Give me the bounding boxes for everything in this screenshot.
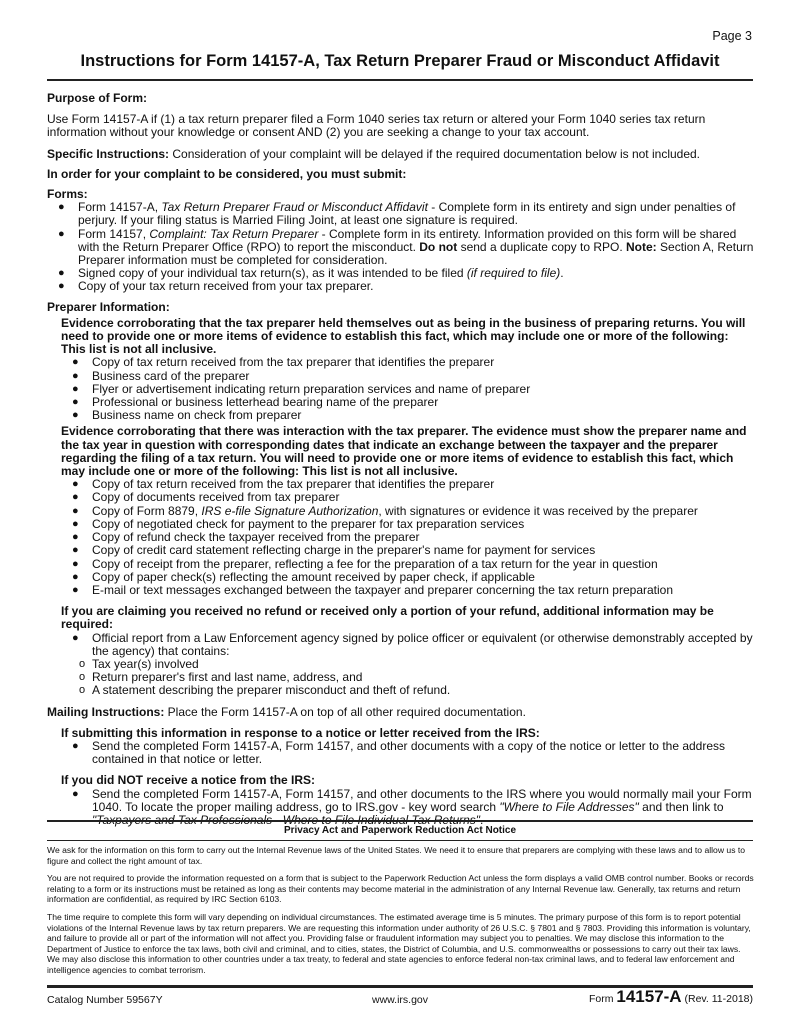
bullet-icon: ●: [72, 478, 79, 491]
paragraph: [47, 148, 754, 161]
text-run: Official report from a Law Enforcement agency signed by police officer or equivalent (or otherwise demonstrably accepted by the agency) that contains:: [92, 630, 753, 658]
bullet-icon: ●: [58, 201, 65, 214]
bullet-icon: ●: [72, 504, 79, 517]
bullet-icon: ●: [58, 280, 65, 293]
privacy-paragraph: You are not required to provide the information requested on a form that is subject to the Paperwork Reduction Act unless the form displays a valid OMB control number. Books or records relating to a form or its instructions must be retained as long as their contents may become material in the administration of any Internal Revenue law. Generally, tax returns and return information are confidential, as required by IRC Section 6103.: [47, 873, 754, 905]
text-run: Do not: [419, 239, 458, 254]
text-run: Send the completed Form 14157-A, Form 14157, and other documents to the IRS where you would normally mail your Form 1040. To locate the proper mailing address, go to IRS.gov - key word search: [92, 786, 752, 814]
text-run: A statement describing the preparer misconduct and theft of refund.: [92, 683, 451, 698]
bullet-icon: ●: [72, 739, 79, 752]
privacy-heading: Privacy Act and Paperwork Reduction Act Notice: [283, 825, 517, 836]
text-run: Return preparer's first and last name, address, and: [92, 670, 363, 685]
privacy-paragraph: The time require to complete this form will vary depending on individual circumstances. The estimated average time is 5 minutes. The primary purpose of this form is to report potential violations of the Internal Revenue laws by tax return preparers. We are requesting this information under authority of 26 U.S.C. § 7801 and § 7803. Providing this information is voluntary, and failure to provide all or part of the information will not affect you. Providing false or fraudulent information may subject you to penalties. We may disclose this information to the Department of Justice to enforce the tax laws, both civil and criminal, and to cities, states, the District of Columbia, and U.S. commonwealths or possessions to carry out their tax laws. We may also disclose this information to other countries under a tax treaty, to federal and state agencies to enforce federal non-tax criminal laws, and to federal law enforcement and intelligence agencies to combat terrorism.: [47, 911, 751, 975]
text-run: (if required to file): [466, 266, 561, 281]
bullet-icon: ●: [72, 583, 79, 596]
text-run: Send the completed Form 14157-A, Form 14157, and other documents with a copy of the notice or letter to the address contained in that notice or letter.: [92, 738, 726, 767]
bullet-icon: ●: [72, 396, 79, 409]
bullet-icon: ●: [72, 787, 79, 800]
section-heading: [47, 92, 754, 105]
bullet-icon: ●: [58, 267, 65, 280]
bullet-icon: ●: [72, 369, 79, 382]
list-item: [47, 584, 754, 597]
text-run: Evidence corroborating that the tax preparer held themselves out as being in the business of preparing returns. You will need to provide one or more items of evidence to establish this fact, which may include one or more of the following: This list is not all inclusive.: [61, 315, 746, 357]
text-run: Consideration of your complaint will be delayed if the required documentation below is not included.: [169, 146, 701, 161]
text-run: Copy of credit card statement reflecting charge in the preparer's name for payment for services: [92, 543, 596, 558]
section-heading: [47, 168, 754, 181]
text-run: Signed copy of your individual tax return(s), as it was intended to be filed: [78, 266, 467, 281]
text-run: Copy of refund check the taxpayer received from the preparer: [92, 530, 420, 545]
privacy-heading-divider: [47, 840, 753, 841]
paragraph: [47, 706, 754, 719]
page-number: Page 3: [712, 29, 752, 43]
list-item: [47, 740, 754, 766]
bullet-icon: ●: [72, 356, 79, 369]
text-run: Tax year(s) involved: [92, 656, 199, 671]
bullet-icon: ●: [72, 517, 79, 530]
text-run: Use Form 14157-A if (1) a tax return preparer filed a Form 1040 series tax return or altered your Form 1040 series tax return information without your knowledge or consent AND (2) you are seeking a change to your tax account.: [47, 112, 706, 140]
text-run: - Complete form in its entirety and sign under penalties of perjury. If your filing status is Married Filing Joint, at least one signature is required.: [78, 200, 736, 228]
text-run: In order for your complaint to be considered, you must submit:: [47, 166, 407, 181]
list-item: [47, 632, 754, 658]
bullet-icon: ●: [72, 557, 79, 570]
bullet-icon: ●: [72, 409, 79, 422]
text-run: If you did NOT receive a notice from the IRS:: [61, 773, 316, 788]
page-title: Instructions for Form 14157-A, Tax Return Preparer Fraud or Misconduct Affidavit: [80, 52, 720, 70]
text-run: Preparer Information:: [47, 299, 170, 314]
text-run: IRS e-file Signature Authorization: [201, 503, 379, 518]
text-run: and then link to: [638, 799, 724, 814]
text-run: Copy of your tax return received from your tax preparer.: [78, 279, 374, 294]
bullet-icon: ●: [72, 544, 79, 557]
privacy-notice: [47, 845, 755, 983]
bullet-icon: ●: [72, 531, 79, 544]
text-run: Form 14157-A,: [78, 200, 162, 215]
form-id: [589, 987, 753, 1007]
text-run: Copy of documents received from tax preparer: [92, 490, 340, 505]
text-run: Evidence corroborating that there was interaction with the tax preparer. The evidence must show the preparer name and the tax year in question with corresponding dates that indicate an exchange between the taxpayer and the preparer regarding the filing of a tax return. You will need to provide one or more items of evidence to establish this fact, which may include one or more of the following: This list is not all inclusive.: [61, 424, 747, 479]
bullet-icon: ●: [72, 382, 79, 395]
privacy-paragraph: We ask for the information on this form to carry out the Internal Revenue laws of the United States. We need it to ensure that preparers are complying with these laws and to allow us to figure and collect the right amount of tax.: [47, 845, 746, 866]
section-heading: [47, 301, 754, 314]
bullet-icon: ●: [72, 491, 79, 504]
paragraph: [47, 425, 754, 478]
text-run: Copy of receipt from the preparer, reflecting a fee for the preparation of a tax return for the year in question: [92, 556, 658, 571]
paragraph: [47, 605, 754, 631]
text-run: If you are claiming you received no refund or received only a portion of your refund, additional information may be required:: [61, 604, 714, 632]
text-run: send a duplicate copy to RPO.: [457, 239, 627, 254]
text-run: Copy of Form 8879,: [92, 503, 202, 518]
text-run: Copy of tax return received from the tax preparer that identifies the preparer: [92, 355, 495, 370]
text-run: Copy of paper check(s) reflecting the amount received by paper check, if applicable: [92, 569, 535, 584]
paragraph: [47, 317, 754, 357]
title-divider: [47, 79, 753, 81]
text-run: Flyer or advertisement indicating return preparation services and name of preparer: [92, 381, 531, 396]
paragraph: [47, 113, 754, 139]
bullet-icon: ●: [72, 570, 79, 583]
text-run: Section A, Return Preparer information must be completed for consideration.: [78, 239, 754, 268]
form-revision: (Rev. 11-2018): [684, 993, 753, 1005]
circle-bullet-icon: o: [79, 684, 86, 697]
text-run: Specific Instructions:: [47, 146, 170, 161]
text-run: Mailing Instructions:: [47, 704, 165, 719]
text-run: Place the Form 14157-A on top of all other required documentation.: [164, 704, 526, 719]
text-run: Professional or business letterhead bearing name of the preparer: [92, 395, 439, 410]
list-item: [47, 280, 754, 293]
circle-bullet-icon: o: [79, 657, 86, 670]
instructions-body: [47, 85, 754, 827]
text-run: , with signatures or evidence it was received by the preparer: [378, 503, 698, 518]
bullet-icon: ●: [58, 227, 65, 240]
text-run: Form 14157,: [78, 226, 150, 241]
text-run: Purpose of Form:: [47, 91, 148, 105]
text-run: .: [560, 266, 564, 281]
text-run: Business card of the preparer: [92, 368, 250, 383]
list-item: [47, 201, 754, 227]
text-run: Copy of tax return received from the tax preparer that identifies the preparer: [92, 477, 495, 492]
bullet-icon: ●: [72, 631, 79, 644]
text-run: "Where to File Addresses": [499, 799, 639, 814]
text-run: Business name on check from preparer: [92, 408, 302, 423]
privacy-top-divider: [47, 820, 753, 822]
catalog-number: Catalog Number 59567Y: [47, 994, 163, 1006]
form-number: 14157-A: [616, 987, 682, 1006]
text-run: - Complete form in its entirety. Information provided on this form will be shared with the Return Preparer Office (RPO) to report the misconduct.: [78, 226, 737, 254]
form-prefix: Form: [588, 993, 614, 1005]
text-run: Copy of negotiated check for payment to the preparer for tax preparation services: [92, 516, 525, 531]
text-run: Complaint: Tax Return Preparer: [149, 226, 319, 241]
text-run: Tax Return Preparer Fraud or Misconduct Affidavit: [161, 200, 428, 215]
list-item: [47, 228, 754, 268]
list-item: [47, 409, 754, 422]
circle-bullet-icon: o: [79, 671, 86, 684]
irs-website: www.irs.gov: [371, 994, 428, 1006]
text-run: Forms:: [47, 187, 88, 202]
text-run: Note:: [626, 239, 657, 254]
text-run: If submitting this information in response to a notice or letter received from the IRS:: [61, 725, 540, 740]
sub-list-item: [47, 684, 754, 697]
text-run: E-mail or text messages exchanged between the taxpayer and preparer concerning the tax return preparation: [92, 582, 674, 597]
